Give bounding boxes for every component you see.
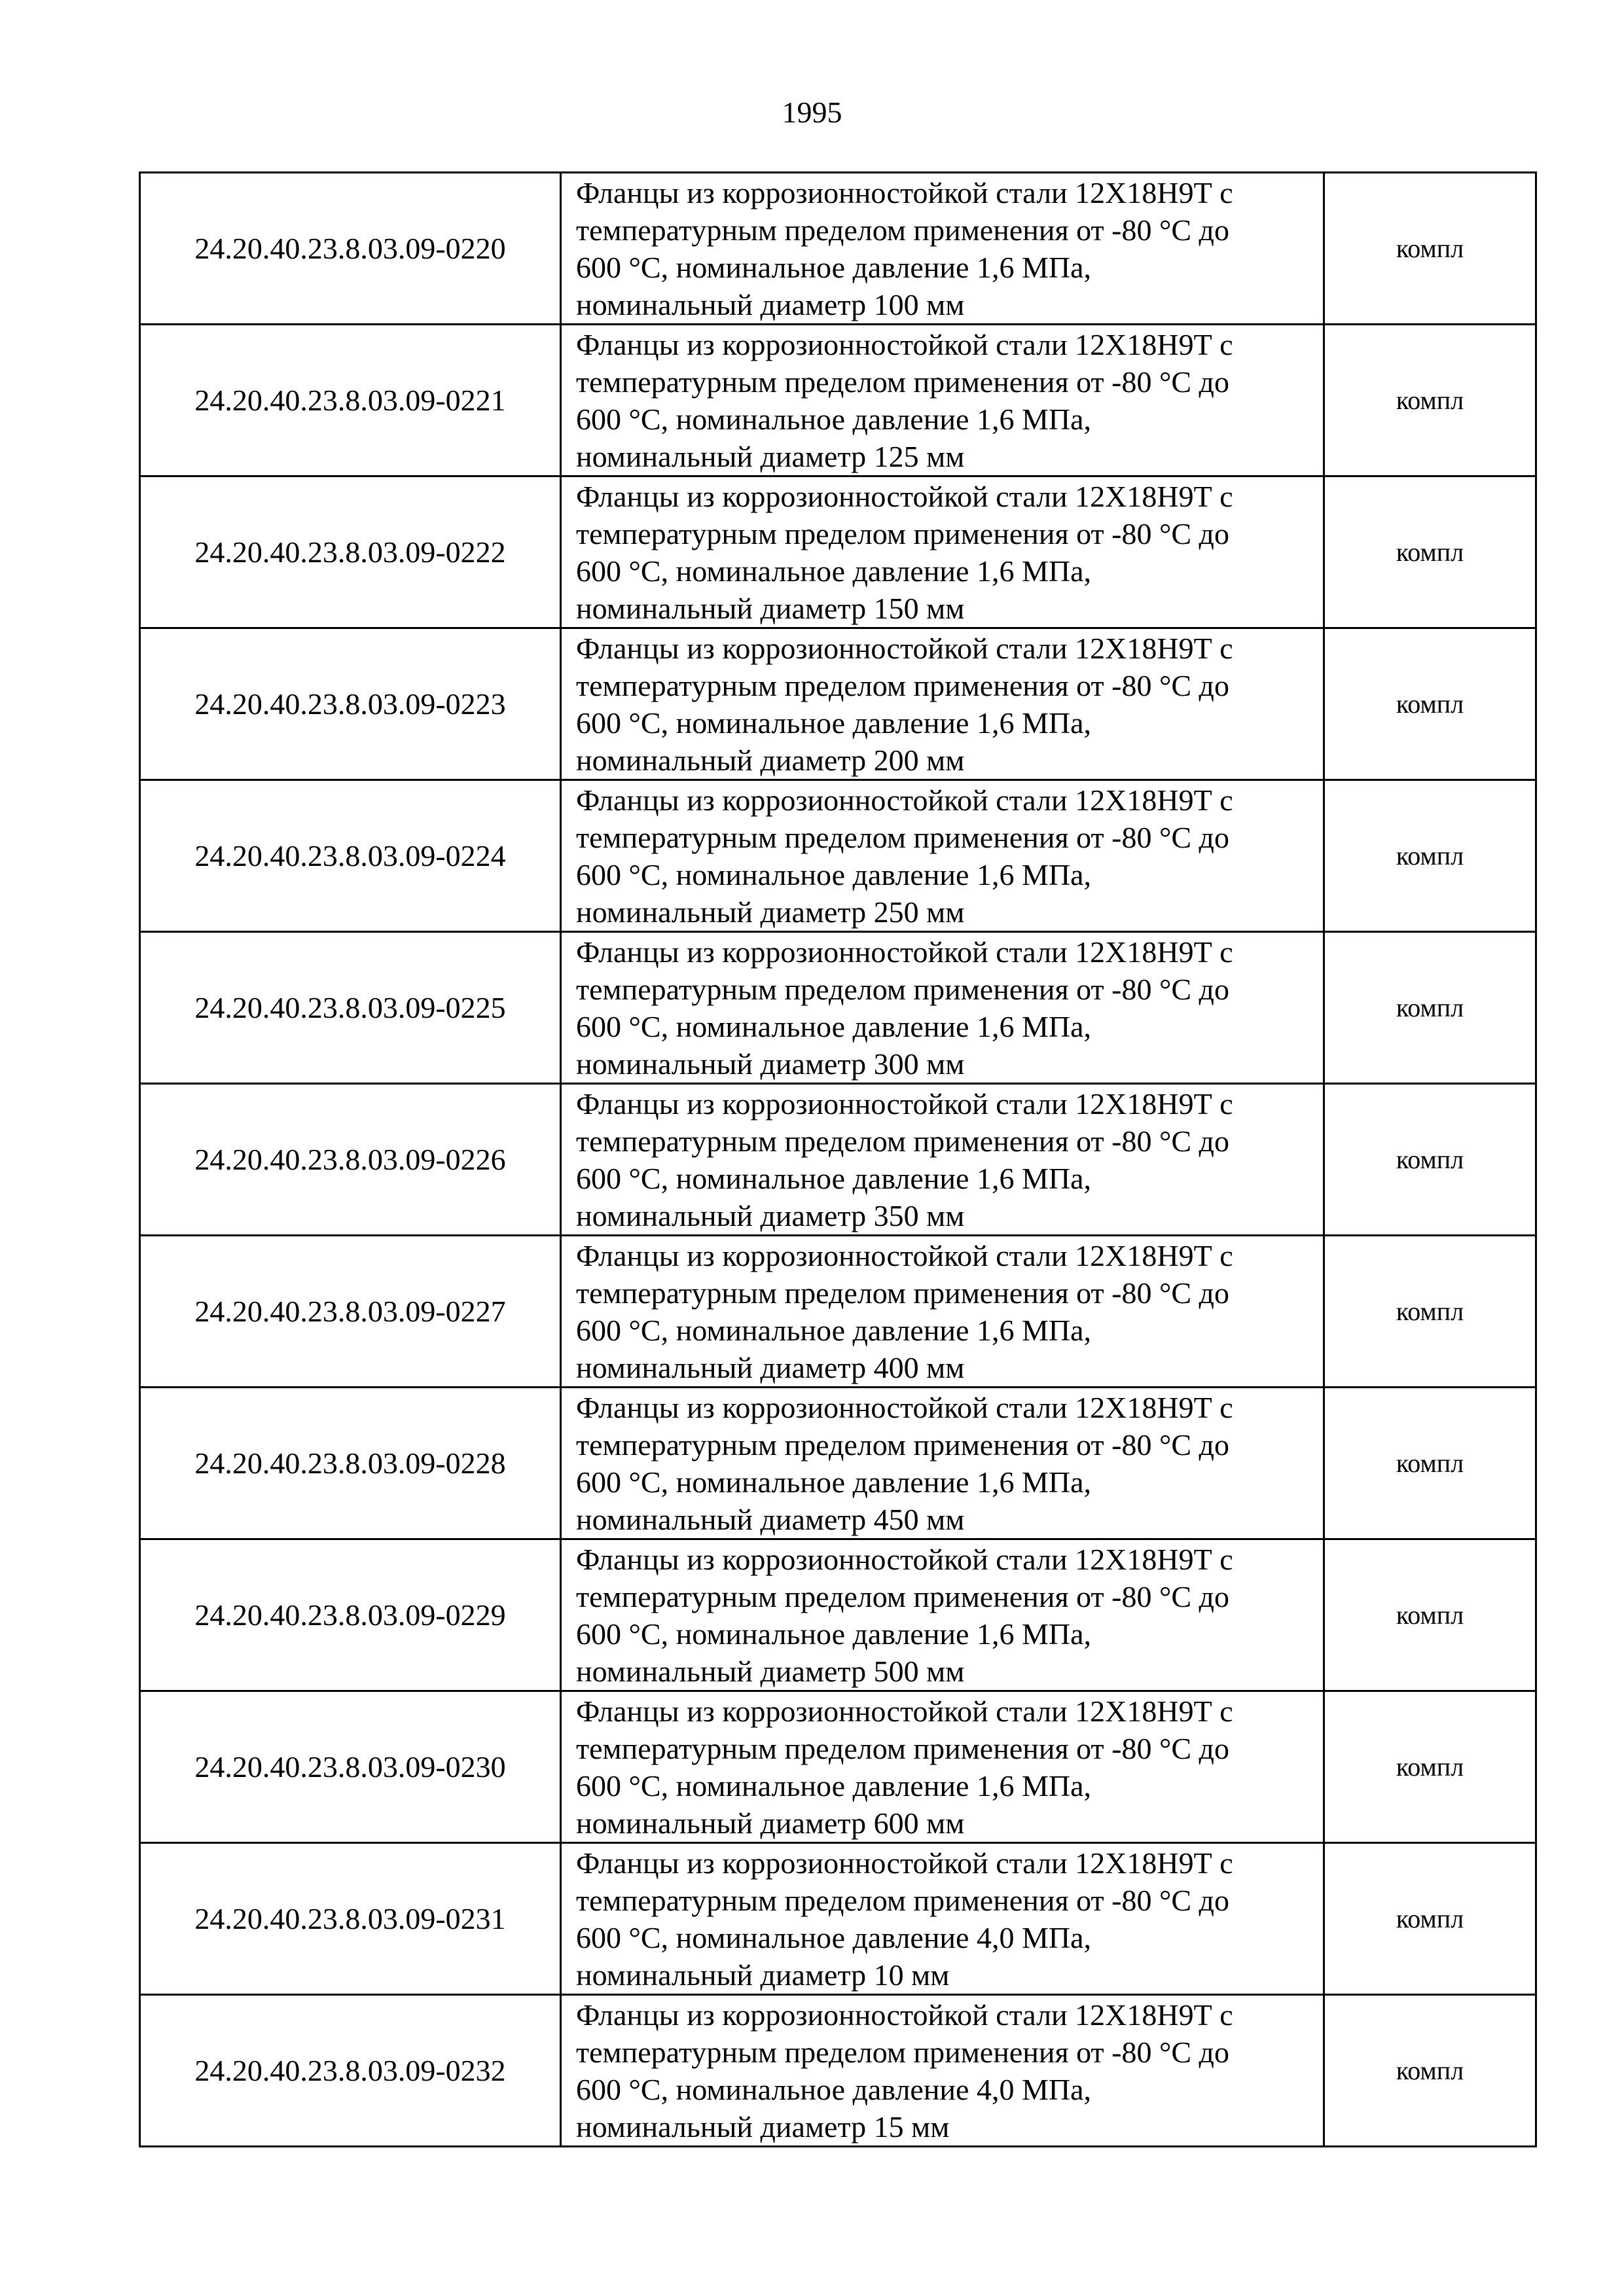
description-line: Фланцы из коррозионностойкой стали 12Х18Н9Т с — [576, 1086, 1233, 1121]
item-description — [561, 173, 1324, 325]
description-line: Фланцы из коррозионностойкой стали 12Х18Н9Т с — [576, 1998, 1233, 2032]
table-body — [140, 173, 1536, 2147]
description-line: температурным пределом применения от -80 °С до — [576, 1276, 1229, 1310]
description-line: 600 °С, номинальное давление 4,0 МПа, — [576, 2072, 1092, 2106]
description-line: Фланцы из коррозионностойкой стали 12Х18Н9Т с — [576, 935, 1233, 969]
description-line: 600 °С, номинальное давление 1,6 МПа, — [576, 1161, 1092, 1195]
page-number: 1995 — [782, 96, 842, 129]
item-code: 24.20.40.23.8.03.09-0232 — [140, 1995, 561, 2147]
item-description — [561, 325, 1324, 476]
description-line: 600 °С, номинальное давление 1,6 МПа, — [576, 1009, 1092, 1043]
item-code: 24.20.40.23.8.03.09-0230 — [140, 1691, 561, 1843]
table-row — [140, 1995, 1536, 2147]
item-description — [561, 628, 1324, 780]
description-line: Фланцы из коррозионностойкой стали 12Х18Н9Т с — [576, 1542, 1233, 1576]
description-line: температурным пределом применения от -80 °С до — [576, 972, 1229, 1006]
description-line: 600 °С, номинальное давление 1,6 МПа, — [576, 1465, 1092, 1499]
description-line: 600 °С, номинальное давление 4,0 МПа, — [576, 1920, 1092, 1954]
description-line: номинальный диаметр 10 мм — [576, 1958, 950, 1992]
item-unit: компл — [1324, 476, 1536, 628]
description-line: 600 °С, номинальное давление 1,6 МПа, — [576, 1768, 1092, 1803]
description-line: Фланцы из коррозионностойкой стали 12Х18Н9Т с — [576, 1390, 1233, 1424]
description-line: Фланцы из коррозионностойкой стали 12Х18Н9Т с — [576, 1846, 1233, 1880]
item-code: 24.20.40.23.8.03.09-0223 — [140, 628, 561, 780]
table-row — [140, 1691, 1536, 1843]
description-line: Фланцы из коррозионностойкой стали 12Х18Н9Т с — [576, 1694, 1233, 1728]
item-unit: компл — [1324, 173, 1536, 325]
description-line: температурным пределом применения от -80 °С до — [576, 1124, 1229, 1158]
item-description — [561, 1388, 1324, 1539]
table-row — [140, 1539, 1536, 1691]
description-line: 600 °С, номинальное давление 1,6 МПа, — [576, 250, 1092, 284]
description-line: номинальный диаметр 500 мм — [576, 1654, 965, 1688]
description-line: номинальный диаметр 100 мм — [576, 287, 965, 321]
item-unit: компл — [1324, 1691, 1536, 1843]
description-line: 600 °С, номинальное давление 1,6 МПа, — [576, 1313, 1092, 1347]
table-row — [140, 173, 1536, 325]
item-unit: компл — [1324, 1843, 1536, 1995]
description-line: номинальный диаметр 125 мм — [576, 439, 965, 473]
item-unit: компл — [1324, 1539, 1536, 1691]
description-line: Фланцы из коррозионностойкой стали 12Х18Н9Т с — [576, 1238, 1233, 1272]
description-line: температурным пределом применения от -80 °С до — [576, 1579, 1229, 1613]
description-line: номинальный диаметр 15 мм — [576, 2109, 950, 2144]
item-code: 24.20.40.23.8.03.09-0229 — [140, 1539, 561, 1691]
item-description — [561, 1691, 1324, 1843]
item-code: 24.20.40.23.8.03.09-0225 — [140, 932, 561, 1084]
table-row — [140, 1236, 1536, 1388]
description-line: температурным пределом применения от -80 °С до — [576, 213, 1229, 247]
item-description — [561, 1843, 1324, 1995]
table-row — [140, 1084, 1536, 1236]
item-description — [561, 932, 1324, 1084]
description-line: номинальный диаметр 450 мм — [576, 1502, 965, 1536]
description-line: 600 °С, номинальное давление 1,6 МПа, — [576, 857, 1092, 891]
item-code: 24.20.40.23.8.03.09-0221 — [140, 325, 561, 476]
specification-table — [139, 171, 1537, 2147]
description-line: номинальный диаметр 300 мм — [576, 1047, 965, 1081]
description-line: номинальный диаметр 400 мм — [576, 1350, 965, 1384]
item-code: 24.20.40.23.8.03.09-0228 — [140, 1388, 561, 1539]
description-line: температурным пределом применения от -80 °С до — [576, 1883, 1229, 1917]
description-line: номинальный диаметр 600 мм — [576, 1806, 965, 1840]
description-line: Фланцы из коррозионностойкой стали 12Х18Н9Т с — [576, 327, 1233, 361]
description-line: Фланцы из коррозионностойкой стали 12Х18Н9Т с — [576, 479, 1233, 513]
description-line: температурным пределом применения от -80 °С до — [576, 1427, 1229, 1462]
description-line: номинальный диаметр 250 мм — [576, 895, 965, 929]
table-row — [140, 780, 1536, 932]
description-line: температурным пределом применения от -80 °С до — [576, 2035, 1229, 2069]
item-unit: компл — [1324, 628, 1536, 780]
item-unit: компл — [1324, 780, 1536, 932]
item-unit: компл — [1324, 1084, 1536, 1236]
description-line: температурным пределом применения от -80 °С до — [576, 516, 1229, 550]
description-line: номинальный диаметр 200 мм — [576, 743, 965, 777]
description-line: температурным пределом применения от -80 °С до — [576, 820, 1229, 854]
item-unit: компл — [1324, 1236, 1536, 1388]
item-code: 24.20.40.23.8.03.09-0220 — [140, 173, 561, 325]
description-line: температурным пределом применения от -80 °С до — [576, 1731, 1229, 1765]
item-code: 24.20.40.23.8.03.09-0222 — [140, 476, 561, 628]
item-code: 24.20.40.23.8.03.09-0227 — [140, 1236, 561, 1388]
table-row — [140, 476, 1536, 628]
item-unit: компл — [1324, 325, 1536, 476]
description-line: 600 °С, номинальное давление 1,6 МПа, — [576, 1617, 1092, 1651]
description-line: 600 °С, номинальное давление 1,6 МПа, — [576, 402, 1092, 436]
description-line: номинальный диаметр 150 мм — [576, 591, 965, 625]
item-description — [561, 476, 1324, 628]
description-line: 600 °С, номинальное давление 1,6 МПа, — [576, 706, 1092, 740]
description-line: Фланцы из коррозионностойкой стали 12Х18Н9Т с — [576, 175, 1233, 209]
description-line: Фланцы из коррозионностойкой стали 12Х18Н9Т с — [576, 783, 1233, 817]
item-description — [561, 1539, 1324, 1691]
description-line: 600 °С, номинальное давление 1,6 МПа, — [576, 554, 1092, 588]
description-line: Фланцы из коррозионностойкой стали 12Х18Н9Т с — [576, 631, 1233, 665]
table-row — [140, 628, 1536, 780]
table-row — [140, 1388, 1536, 1539]
description-line: температурным пределом применения от -80 °С до — [576, 365, 1229, 399]
item-description — [561, 1236, 1324, 1388]
item-unit: компл — [1324, 932, 1536, 1084]
item-code: 24.20.40.23.8.03.09-0224 — [140, 780, 561, 932]
item-description — [561, 1995, 1324, 2147]
item-description — [561, 1084, 1324, 1236]
table-row — [140, 325, 1536, 476]
description-line: температурным пределом применения от -80 °С до — [576, 668, 1229, 702]
description-line: номинальный диаметр 350 мм — [576, 1198, 965, 1232]
item-code: 24.20.40.23.8.03.09-0231 — [140, 1843, 561, 1995]
item-description — [561, 780, 1324, 932]
table-row — [140, 932, 1536, 1084]
item-unit: компл — [1324, 1995, 1536, 2147]
item-unit: компл — [1324, 1388, 1536, 1539]
item-code: 24.20.40.23.8.03.09-0226 — [140, 1084, 561, 1236]
table-row — [140, 1843, 1536, 1995]
